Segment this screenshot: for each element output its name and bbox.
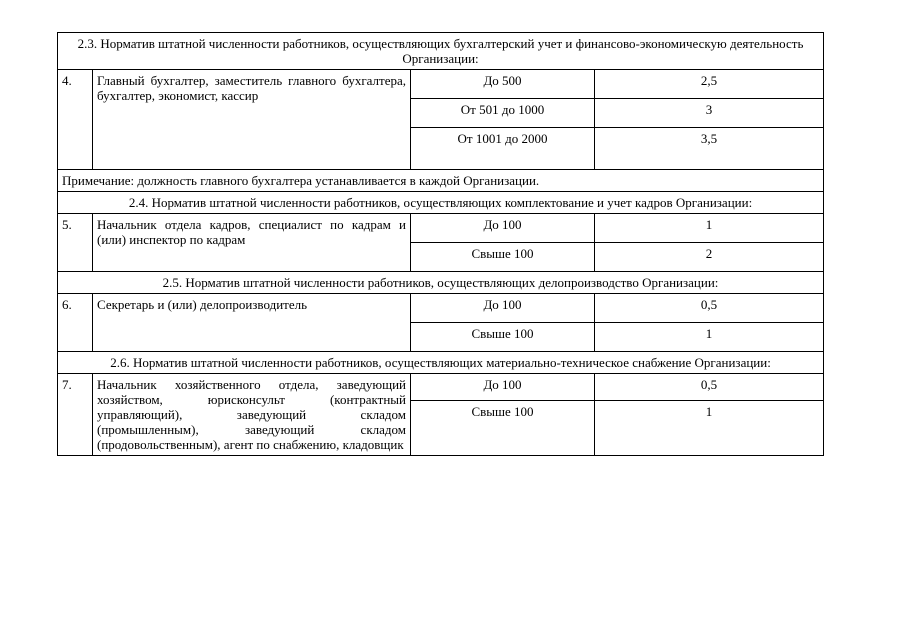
row-number: 7. [58, 374, 93, 456]
position-list: Начальник отдела кадров, специалист по кадрам и (или) инспектор по кадрам [93, 214, 411, 272]
position-list: Главный бухгалтер, заместитель главного бухгалтера, бухгалтер, экономист, кассир [93, 70, 411, 170]
staff-norm-value: 1 [595, 323, 824, 352]
staff-norm-value: 2 [595, 243, 824, 272]
staff-norm-value: 1 [595, 214, 824, 243]
staff-norm-value: 3,5 [595, 128, 824, 170]
headcount-range: Свыше 100 [411, 401, 595, 456]
headcount-range: До 500 [411, 70, 595, 99]
section-heading-2-4: 2.4. Норматив штатной численности работников, осуществляющих комплектование и учет кадров Организации: [58, 192, 824, 214]
note-text: Примечание: должность главного бухгалтера устанавливается в каждой Организации. [58, 170, 824, 192]
staff-norm-value: 3 [595, 99, 824, 128]
table-row [58, 214, 824, 243]
staff-norm-value: 0,5 [595, 294, 824, 323]
staff-norm-value: 2,5 [595, 70, 824, 99]
section-heading-2-5: 2.5. Норматив штатной численности работников, осуществляющих делопроизводство Организации: [58, 272, 824, 294]
table-row [58, 70, 824, 99]
position-list: Начальник хозяйственного отдела, заведующий хозяйством, юрисконсульт (контрактный управляющий), заведующий складом (промышленным), заведующий складом (продовольственным), агент по снабжению, кладовщик [93, 374, 411, 456]
staffing-norms-table [57, 32, 824, 456]
table-row [58, 374, 824, 401]
staff-norm-value: 1 [595, 401, 824, 456]
row-number: 6. [58, 294, 93, 352]
position-list: Секретарь и (или) делопроизводитель [93, 294, 411, 352]
headcount-range: До 100 [411, 294, 595, 323]
headcount-range: До 100 [411, 374, 595, 401]
row-number: 5. [58, 214, 93, 272]
section-heading-2-6: 2.6. Норматив штатной численности работников, осуществляющих материально-техническое снабжение Организации: [58, 352, 824, 374]
headcount-range: Свыше 100 [411, 323, 595, 352]
headcount-range: От 1001 до 2000 [411, 128, 595, 170]
headcount-range: До 100 [411, 214, 595, 243]
headcount-range: Свыше 100 [411, 243, 595, 272]
staff-norm-value: 0,5 [595, 374, 824, 401]
section-heading-2-3: 2.3. Норматив штатной численности работников, осуществляющих бухгалтерский учет и финансово-экономическую деятельность Организации: [58, 33, 824, 70]
row-number: 4. [58, 70, 93, 170]
headcount-range: От 501 до 1000 [411, 99, 595, 128]
table-row [58, 294, 824, 323]
